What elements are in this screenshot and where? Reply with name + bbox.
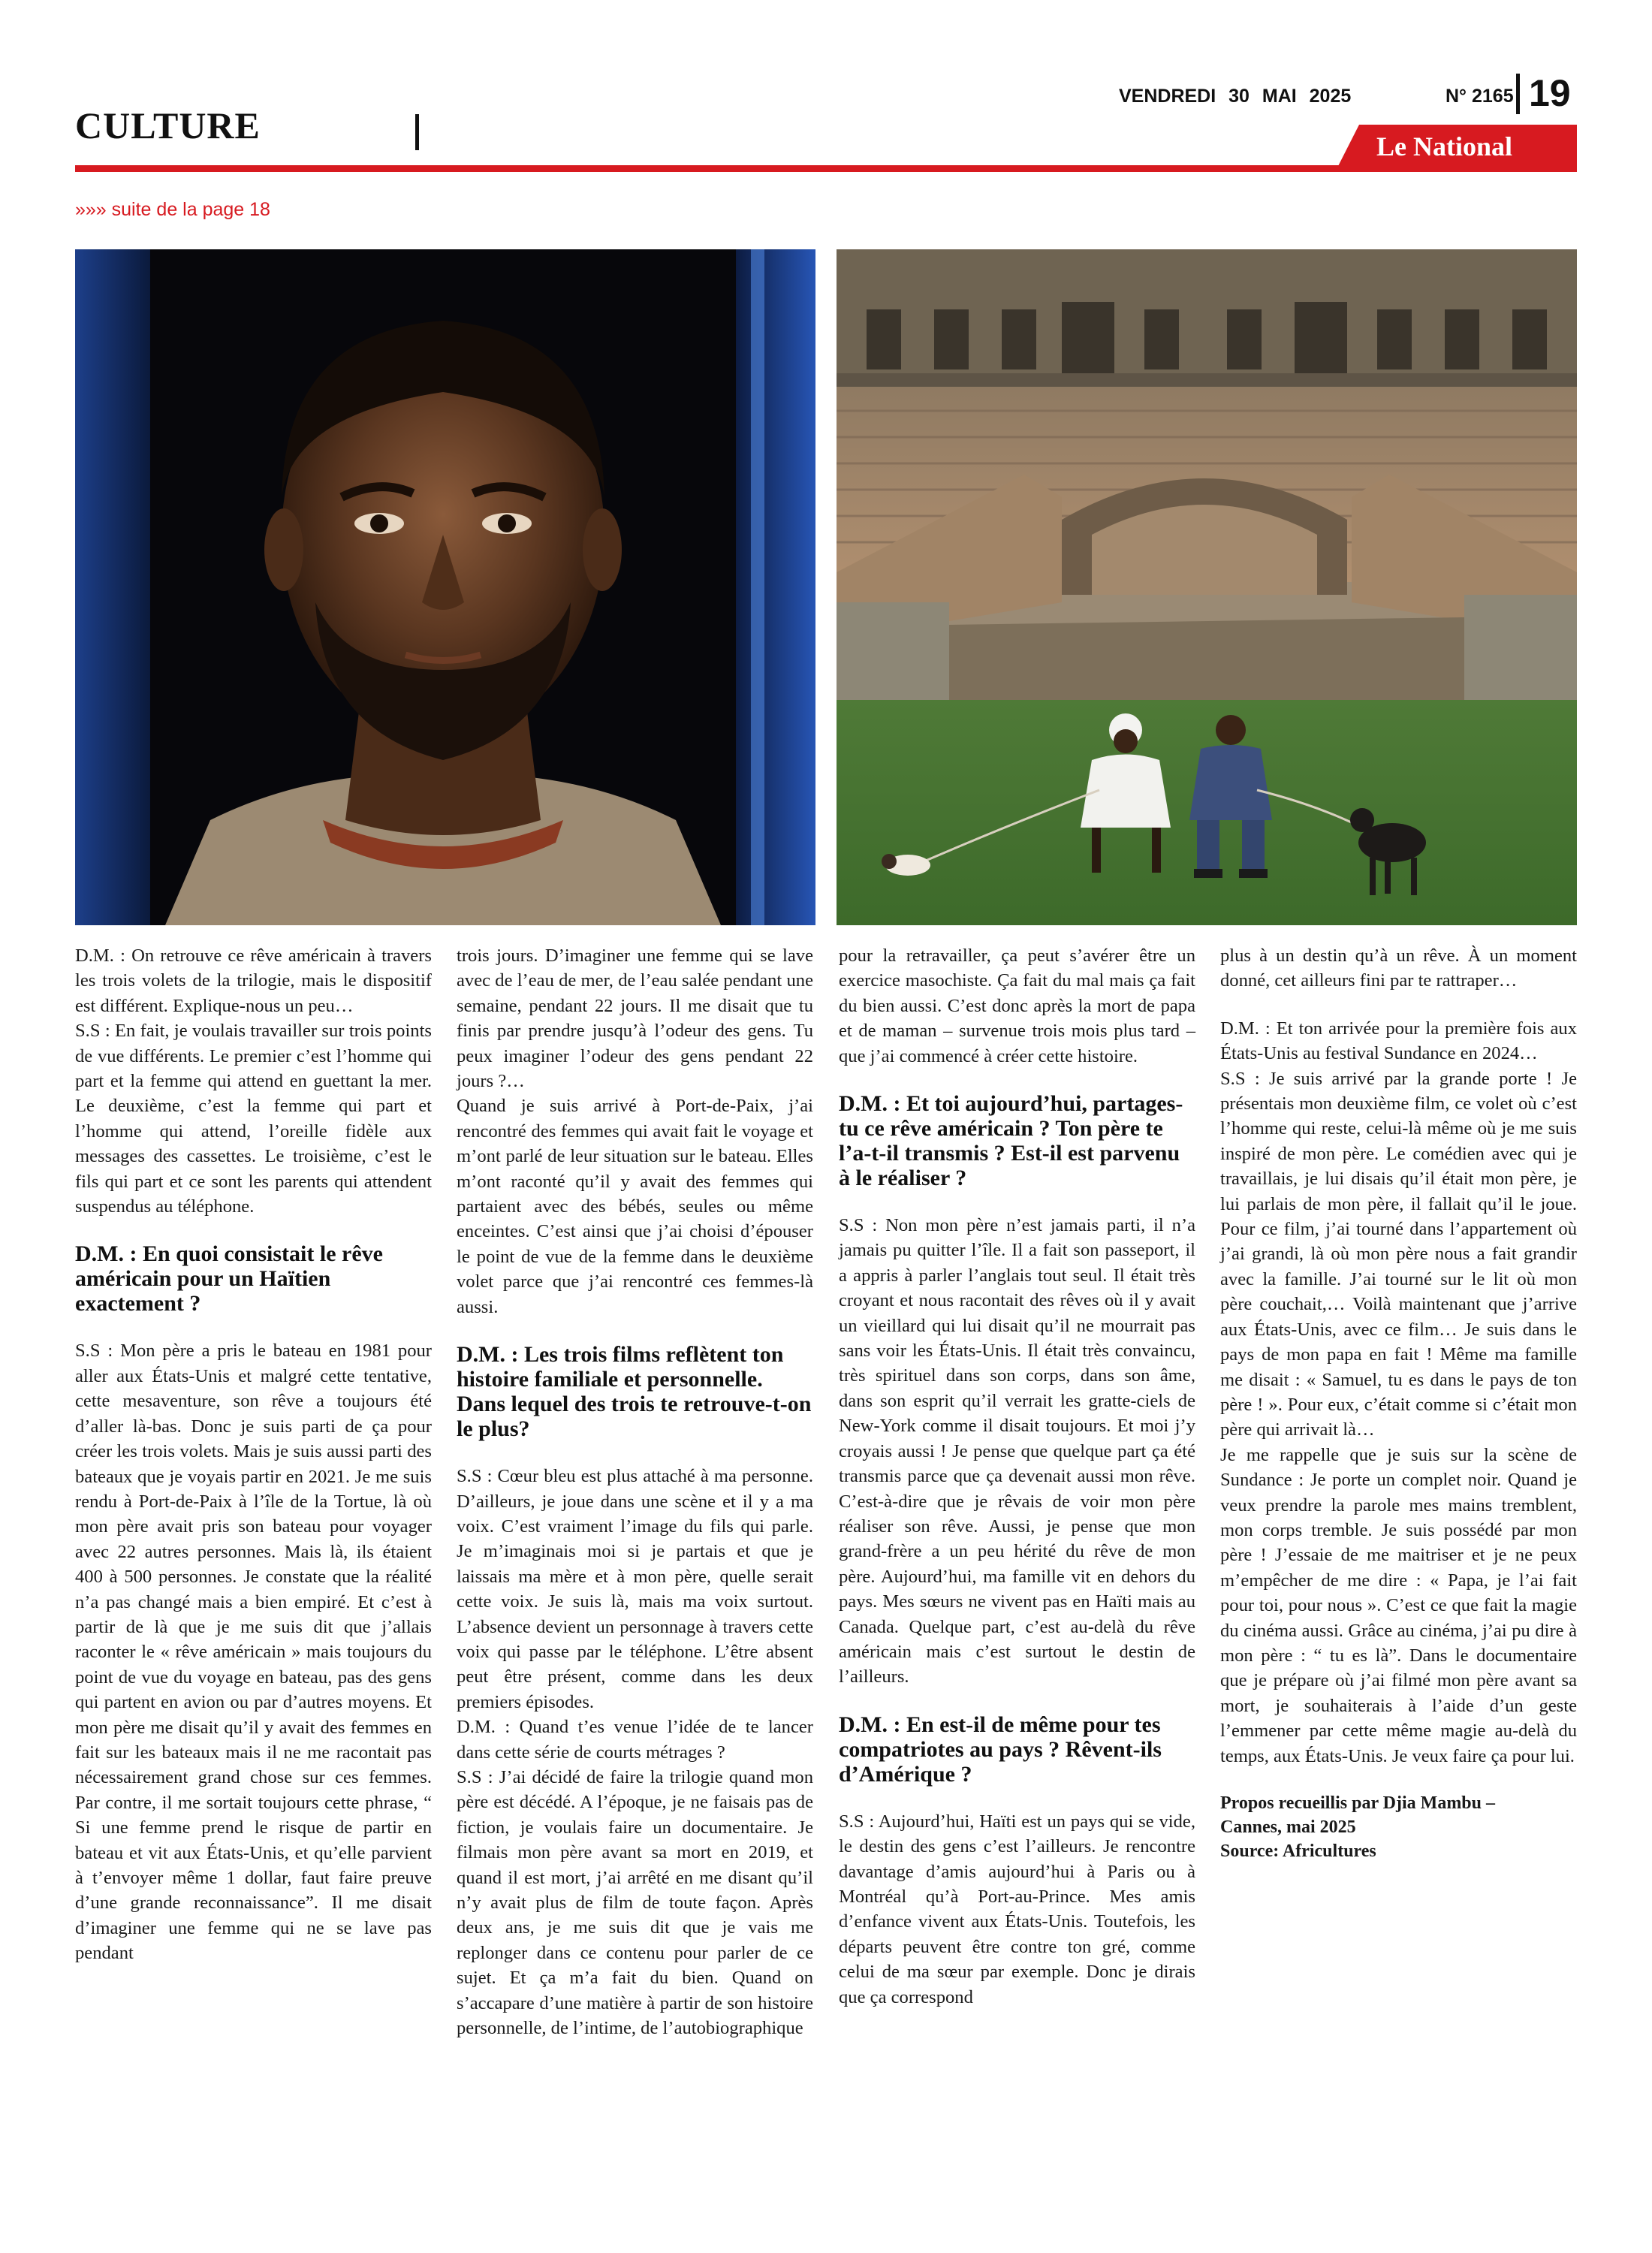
continued-from-link[interactable]: »»» suite de la page 18 <box>75 199 270 220</box>
answer-3: S.S : Cœur bleu est plus attaché à ma personne. D’ailleurs, je joue dans une scène et il y a ma voix. C’est vraiment l’image du fils qui parle. Je m’imaginais moi si je partais et que je laissais ma mère et à mon père, quelle serait cette voix. Je suis là, mais ma voix surtout. L’absence devient un personnage à travers cette voix qui passe par le téléphone. L’être absent peut être présent, comme dans les deux premiers épisodes. <box>457 1466 813 1712</box>
answer-7-cont: Je me rappelle que je suis sur la scène de Sundance : Je porte un complet noir. Quand je veux prendre la parole mes mains tremblent, mon corps tremble. Je suis possédé par mon père ! J’essaie de me maitriser et je ne peux m’empêcher de me dire : « Papa, je l’ai fait pour toi, pour nous ». C’est ce que fait la magie du cinéma aussi. Grâce au cinéma, j’ai pu dire à mon père : “ tu es là”. Dans le documentaire que je prépare où j’ai filmé mon père avant sa mort, je souhaiterais à l’aide d’un geste l’emmener par cette même magie au-delà du temps, aux États-Unis. Je veux faire ça pour lui. <box>1220 1444 1577 1766</box>
answer-7: S.S : Je suis arrivé par la grande porte ! Je présentais mon deuxième film, ce volet où c’est l’homme qui reste, celui-là même où je me suis inspiré de mon père. Le comédien avec qui je travaillais, je lui disais qu’il était mon père, je lui parlais de mon père, il fallait qu’il le joue. Pour ce film, j’ai tourné dans l’appartement où j’ai grandi, là où mon père nous a fait grandir avec la famille. J’ai tourné sur le lit où mon père couchait,… Voilà maintenant que j’arrive aux États-Unis, avec ce film… Je suis dans le pays de mon papa en fait ! Même ma famille me disait : « Samuel, tu es dans le pays de ton père ! ». Pour eux, c’était comme si c’était mon père qui arrivait là… <box>1220 1068 1577 1440</box>
section-title: CULTURE <box>75 104 261 146</box>
answer-2: S.S : Mon père a pris le bateau en 1981 pour aller aux États-Unis et malgré cette tentative, cette mesaventure, son rêve a toujours été d’aller là-bas. Donc je suis parti de ça pour créer les trois volets. Mais je suis aussi parti des bateaux que je voyais partir en 2021. Je me suis rendu à Port-de-Paix à l’île de la Tortue, là où mon père avait pris son bateau pour voyager avec 22 autres personnes. Mais là, ils étaient 400 à 500 personnes. Je constate que la réalité n’a pas changé mais a bien empiré. Et c’est à partir de là que je me suis dit que j’allais raconter le « rêve américain » mais toujours du point de vue du voyage en bateau, pas des gens qui partent en avion ou par d’autres moyens. Et mon père me disait qu’il y avait des femmes en fait sur les bateaux mais il ne me racontait pas nécessairement grand chose sur ces femmes. Par contre, il me sortait toujours cette phrase, “ Si une femme prend le risque de partir en bateau et vit aux États-Unis, et qu’elle parvient à t’envoyer même 1 dollar, faut faire preuve d’une grande reconnaissance”. Il me disait d’imaginer une femme qui ne se lave pas pendant <box>75 1341 432 1964</box>
portrait-photo <box>75 249 815 925</box>
answer-4: S.S : J’ai décidé de faire la trilogie quand mon père est décédé. A l’époque, je ne faisais pas de fiction, je voulais faire un documentaire. Je filmais mon père avant sa mort en 2019, et quand il est mort, j’ai arrêté en me disant qu’il n’y avait plus de film de toute façon. Après deux ans, je me suis dit que je vais me replonger dans ce contenu pour parler de ce sujet. Et ça m’a fait du bien. Quand on s’accapare d’une matière à partir de son histoire personnelle, de l’intime, de l’autobiographique <box>457 1766 813 2039</box>
article-column-1 <box>75 943 432 1966</box>
question-1: D.M. : On retrouve ce rêve américain à travers les trois volets de la trilogie, mais le dispositif est différent. Explique-nous un peu… <box>75 946 432 1016</box>
portrait-illustration <box>75 249 815 925</box>
byline-source: Source: Africultures <box>1220 1841 1376 1861</box>
answer-2-cont-2: Quand je suis arrivé à Port-de-Paix, j’ai rencontré des femmes qui avait fait le voyage et m’ont parlé de leur situation sur le bateau. Elles m’ont raconté qu’il y avait des femmes qui partaient avec des bébés, seules ou même enceintes. C’est ainsi que j’ai choisi d’épouser le point de vue de la femme dans le deuxième volet parce que j’ai rencontré ces femmes-là aussi. <box>457 1096 813 1317</box>
answer-5: S.S : Non mon père n’est jamais parti, il n’a jamais pu quitter l’île. Il a fait son passeport, il a appris à parler l’anglais tout seul. Il était très croyant et nous racontait des rêves où il y avait un vieillard qui lui disait qu’il ne mourrait pas sans voir les États-Unis. Il était très convaincu, très spirituel dans son corps, dans son âme, dans son esprit qu’il verrait les gratte-ciels de New-York comme il disait toujours. Et moi j’y croyais aussi ! Je pense que quelque part ça été transmis parce que ça devenait aussi mon rêve. C’est-à-dire que je rêvais de voir mon père réaliser son rêve. Aussi, je pense que mon grand-frère a un peu hérité du rêve de mon père. Aujourd’hui, ma famille vit en dehors du pays. Mes sœurs ne vivent pas en Haïti mais au Canada. Quelque part, c’est au-delà du rêve américain mais c’est surtout le destin de l’ailleurs. <box>839 1215 1195 1687</box>
article-column-2 <box>457 943 813 2040</box>
header-divider <box>415 114 419 150</box>
question-heading-6: D.M. : En est-il de même pour tes compatriotes au pays ? Rêvent-ils d’Amérique ? <box>839 1712 1162 1787</box>
answer-6: S.S : Aujourd’hui, Haïti est un pays qui se vide, le destin des gens c’est l’ailleurs. Je rencontre davantage d’amis aujourd’hui à Paris ou à Montréal qu’à Port-au-Prince. Mes amis d’enfance vivent aux États-Unis. Toutefois, les départs peuvent être contre ton gré, comme celui de ma sœur par exemple. Donc je dirais que ça correspond <box>839 1811 1195 2007</box>
article-column-3 <box>839 943 1195 2010</box>
answer-1: S.S : En fait, je voulais travailler sur trois points de vue différents. Le premier c’est l’homme qui part et la femme qui attend en guettant la mer. Le deuxième, c’est la femme qui part et l’homme qui attend, l’oreille fidèle aux messages des cassettes. Le troisième, c’est le fils qui part et ce sont les parents qui attendent suspendus au téléphone. <box>75 1021 432 1217</box>
byline-author: Propos recueillis par Djia Mambu – <box>1220 1793 1495 1813</box>
question-heading-3: D.M. : Les trois films reflètent ton histoire familiale et personnelle. Dans lequel des trois te retrouve-t-on le plus? <box>457 1342 812 1442</box>
page-number: 19 <box>1529 72 1571 114</box>
byline-place: Cannes, mai 2025 <box>1220 1817 1356 1837</box>
question-7: D.M. : Et ton arrivée pour la première fois aux États-Unis au festival Sundance en 2024… <box>1220 1018 1577 1064</box>
question-4: D.M. : Quand t’es venue l’idée de te lancer dans cette série de courts métrages ? <box>457 1717 813 1763</box>
answer-2-cont: trois jours. D’imaginer une femme qui se lave avec de l’eau de mer, de l’eau salée pendant une semaine, pendant 22 jours. Il me disait que tu finis par prendre jusqu’à l’odeur des gens. Tu peux imaginer l’odeur des gens pendant 22 jours ?… <box>457 946 813 1092</box>
page-number-divider <box>1516 74 1520 114</box>
masthead-name: Le National <box>1376 131 1513 161</box>
palace-ruins-photo <box>837 249 1577 925</box>
question-heading-5: D.M. : Et toi aujourd’hui, partages-tu ce rêve américain ? Ton père te l’a-t-il transmis ? Est-il est parvenu à le réaliser ? <box>839 1091 1183 1191</box>
issue-number: N° 2165 <box>1446 86 1514 107</box>
palace-illustration <box>837 249 1577 925</box>
answer-6-cont: plus à un destin qu’à un rêve. À un moment donné, cet ailleurs fini par te rattraper… <box>1220 946 1577 991</box>
article-column-4 <box>1220 943 1577 1863</box>
question-heading-2: D.M. : En quoi consistait le rêve américain pour un Haïtien exactement ? <box>75 1241 383 1317</box>
issue-date: VENDREDI 30 MAI 2025 <box>1119 86 1352 107</box>
answer-4-cont: pour la retravailler, ça peut s’avérer être un exercice masochiste. Ça fait du mal mais ça fait du bien aussi. C’est donc après la mort de papa et de maman – survenue trois mois plus tard – que j’ai commencé à créer cette histoire. <box>839 946 1195 1066</box>
